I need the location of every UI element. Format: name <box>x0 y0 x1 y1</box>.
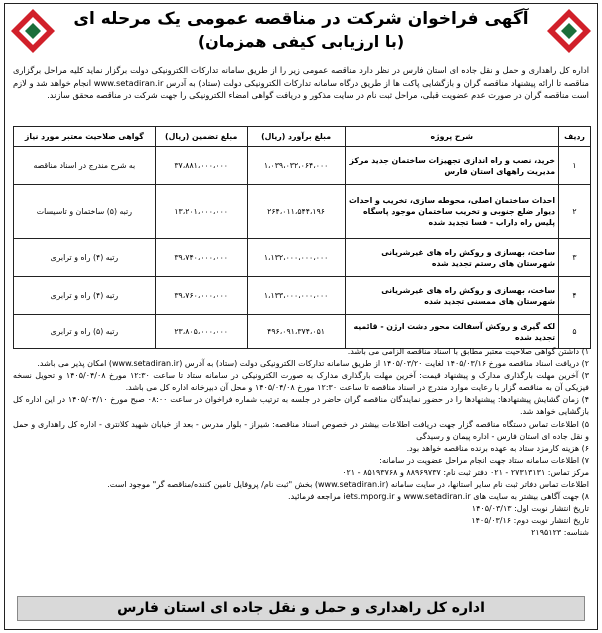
column-header: مبلغ برآورد (ریال) <box>247 127 345 147</box>
column-header: گواهی صلاحیت معتبر مورد نیاز <box>14 127 156 147</box>
table-row <box>14 185 591 239</box>
project-description: احداث ساختمان اصلی، محوطه سازی، تخریب و احداث دیوار ضلع جنوبی و تخریب ساختمان موجود پاسگاه پلیس راه داراب - فسا تجدید شده <box>345 185 559 239</box>
note-item: ۲) دریافت اسناد مناقصه مورخ ۱۴۰۵/۰۳/۱۶ لغایت ۱۴۰۵/۰۳/۲۰ از طریق سامانه تدارکات الکترونیکی دولت (ستاد) به آدرس (www.setadiran.ir) امکان پذیر می باشد. <box>37 359 589 369</box>
notes-section <box>13 346 589 540</box>
required-certificate: رتبه (۵) ساختمان و تاسیسات <box>14 185 156 239</box>
row-number: ۱ <box>559 147 591 185</box>
required-certificate: رتبه (۴) راه و ترابری <box>14 277 156 315</box>
required-certificate: به شرح مندرج در اسناد مناقصه <box>14 147 156 185</box>
footer-banner: اداره کل راهداری و حمل و نقل جاده ای استان فارس <box>17 596 585 621</box>
row-number: ۵ <box>559 315 591 349</box>
column-header: ردیف <box>559 127 591 147</box>
note-item: ۵) اطلاعات تماس دستگاه مناقصه گزار جهت دریافت اطلاعات بیشتر در خصوص اسناد مناقصه: شیراز - بلوار مدرس - بعد از خیابان شهید کلانتری - اداره کل راهداری و حمل و نقل جاده ای استان فارس - اداره پیمان و رسیدگی <box>13 419 589 441</box>
estimate-amount: ۱،۱۳۲،۰۰۰،۰۰۰،۰۰۰ <box>247 239 345 277</box>
column-header: مبلغ تضمین (ریال) <box>155 127 247 147</box>
rmto-logo-icon <box>9 7 57 55</box>
note-item: ۸) جهت آگاهی بیشتر به سایت های www.setadiran.ir و iets.mporg.ir مراجعه فرمائید. <box>288 492 589 502</box>
project-description: ساخت، بهسازی و روکش راه های غیرشریانی شهرستان های ممسنی تجدید شده <box>345 277 559 315</box>
project-description: خرید، نصب و راه اندازی تجهیزات ساختمان جدید مرکز مدیریت راههای استان فارس <box>345 147 559 185</box>
table-header-row <box>14 127 591 147</box>
notice-header <box>5 4 597 58</box>
table-row <box>14 239 591 277</box>
tender-table <box>13 126 591 349</box>
estimate-amount: ۱،۰۳۹،۰۳۲،۰۶۴،۰۰۰ <box>247 147 345 185</box>
row-number: ۴ <box>559 277 591 315</box>
required-certificate: رتبه (۴) راه و ترابری <box>14 239 156 277</box>
table-row <box>14 277 591 315</box>
estimate-amount: ۲۶۴،۰۱۱،۵۴۴،۱۹۶ <box>247 185 345 239</box>
table-row <box>14 147 591 185</box>
note-item: ۴) زمان گشایش پیشنهادها: پیشنهادها را در حضور نمایندگان مناقصه گران حاضر در جلسه به ترتیب شماره فراخوان در ساعت ۰۸:۰۰ صبح مورخ ۱۴۰۵/۰۴/۱۰ در این اداره کل بازگشایی خواهد شد. <box>13 395 589 417</box>
notice-frame <box>4 3 598 630</box>
estimate-amount: ۱،۱۳۳،۰۰۰،۰۰۰،۰۰۰ <box>247 277 345 315</box>
notice-title: آگهی فراخوان شرکت در مناقصه عمومی یک مرحله ای <box>73 9 529 29</box>
required-certificate: رتبه (۵) راه و ترابری <box>14 315 156 349</box>
note-item: تاریخ انتشار نوبت اول: ۱۴۰۵/۰۳/۱۳ <box>471 504 589 514</box>
note-item: شناسه: ۲۱۹۵۱۲۳ <box>531 528 589 538</box>
note-item: اطلاعات تماس دفاتر ثبت نام سایر استانها، در سایت سامانه (www.setadiran.ir) بخش "ثبت نام/ پروفایل تامین کننده/مناقصه گر" موجود است. <box>107 480 589 490</box>
rmto-logo-icon <box>545 7 593 55</box>
note-item: تاریخ انتشار نوبت دوم: ۱۴۰۵/۰۳/۱۶ <box>471 516 589 526</box>
guarantee-amount: ۳۷،۸۸۱،۰۰۰،۰۰۰ <box>155 147 247 185</box>
guarantee-amount: ۱۳،۲۰۱،۰۰۰،۰۰۰ <box>155 185 247 239</box>
column-header: شرح پروژه <box>345 127 559 147</box>
guarantee-amount: ۳۹،۷۶۰،۰۰۰،۰۰۰ <box>155 277 247 315</box>
note-item: ۶) هزینه کارمزد ستاد به عهده برنده مناقصه خواهد بود. <box>406 443 589 453</box>
note-item: ۳) آخرین مهلت بارگذاری مدارک و پیشنهاد قیمت: آخرین مهلت بارگذاری مدارک به صورت الکترونیکی در سامانه ستاد تا ساعت ۱۲:۳۰ مورخ ۱۴۰۵/۰۴/۰۸ و تحویل نسخه فیزیکی آن به مناقصه گزار با رعایت موارد مندرج در اسناد مناقصه تا ساعت ۱۲:۳۰ مورخ ۱۴۰۵/۰۴/۰۸ و محل آن دبیرخانه اداره کل می باشد. <box>13 371 589 393</box>
guarantee-amount: ۳۹،۷۴۰،۰۰۰،۰۰۰ <box>155 239 247 277</box>
note-item: مرکز تماس: ۲۷۳۱۳۱۳۱ - ۰۲۱ دفتر ثبت نام: ۸۸۹۶۹۷۳۷ و ۸۵۱۹۳۷۶۸ - ۰۲۱ <box>342 467 589 477</box>
notice-subtitle: (با ارزیابی کیفی همزمان) <box>197 32 405 51</box>
note-item: ۷) اطلاعات سامانه ستاد جهت انجام مراحل عضویت در سامانه: <box>379 455 589 465</box>
table-row <box>14 315 591 349</box>
row-number: ۲ <box>559 185 591 239</box>
note-item: ۱) داشتن گواهی صلاحیت معتبر مطابق با اسناد مناقصه الزامی می باشد. <box>347 347 589 356</box>
intro-paragraph: اداره کل راهداری و حمل و نقل جاده ای استان فارس در نظر دارد مناقصه عمومی زیر را از طریق سامانه تدارکات الکترونیکی دولت برگزار نماید کلیه مراحل برگزاری مناقصه تا ارائه پیشنهاد مناقصه گران و بازگشایی پاکت ها از طریق درگاه سامانه تدارکات الکترونیکی دولت (ستاد) به آدرس www.setadiran.ir انجام خواهد شد و لازم است مناقصه گران در صورت عدم عضویت قبلی، مراحل ثبت نام در سایت مذکور و دریافت گواهی امضاء الکترونیکی را جهت شرکت در مناقصه محقق سازند. <box>13 65 589 100</box>
estimate-amount: ۴۹۶،۰۹۱،۳۷۴،۰۵۱ <box>247 315 345 349</box>
project-description: ساخت، بهسازی و روکش راه های غیرشریانی شهرستان های رستم تجدید شده <box>345 239 559 277</box>
project-description: لکه گیری و روکش آسفالت محور دشت ارژن - قائمیه تجدید شده <box>345 315 559 349</box>
guarantee-amount: ۲۳،۸۰۵،۰۰۰،۰۰۰ <box>155 315 247 349</box>
row-number: ۳ <box>559 239 591 277</box>
